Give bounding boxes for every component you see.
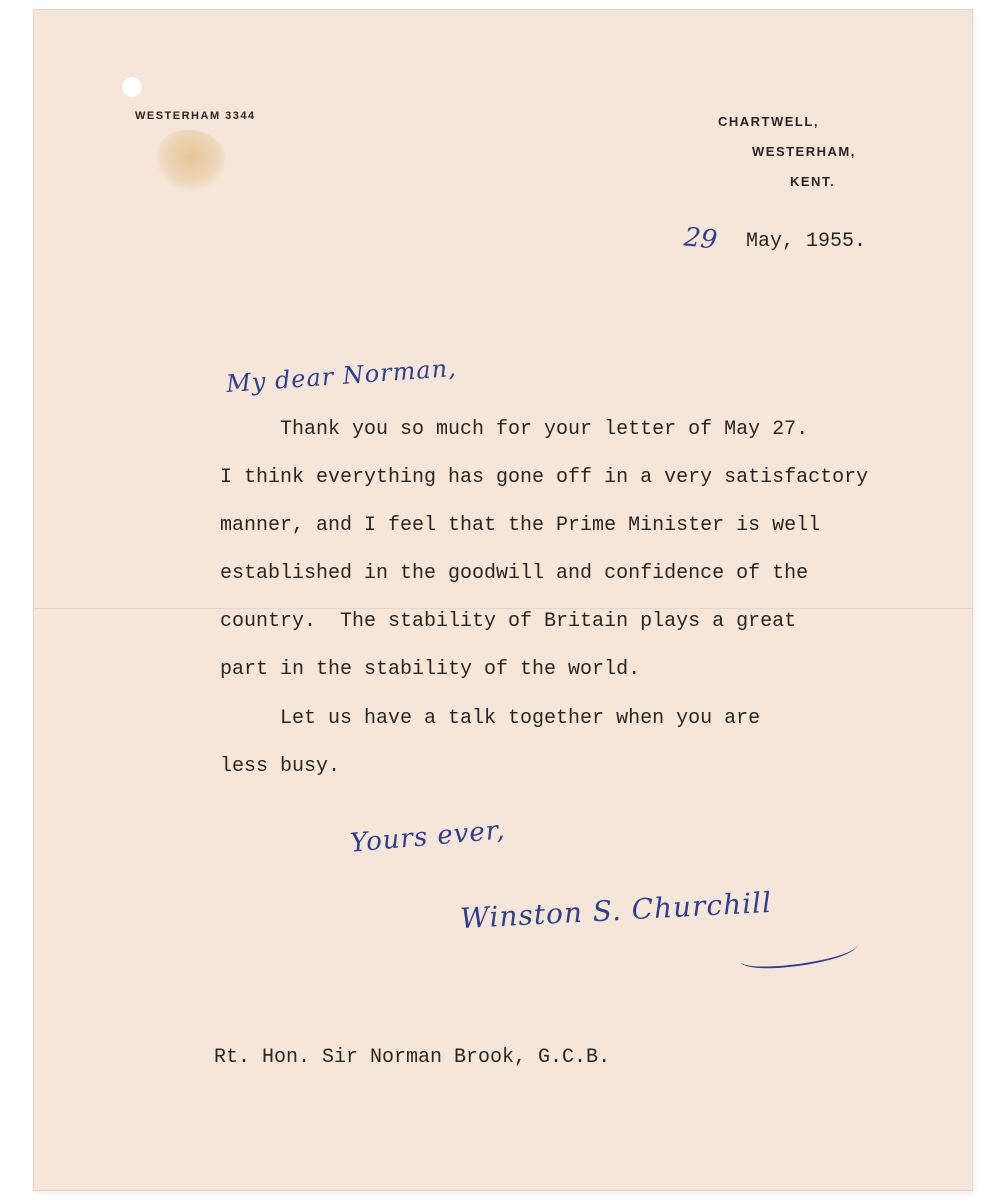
letterhead-phone: WESTERHAM 3344 [135, 110, 256, 122]
body-line-4: established in the goodwill and confidence of the [220, 562, 809, 585]
recipient-line: Rt. Hon. Sir Norman Brook, G.C.B. [214, 1046, 611, 1069]
signature-flourish [739, 934, 859, 972]
body-line-7: Let us have a talk together when you are [220, 707, 761, 730]
address-line-1: CHARTWELL, [718, 114, 819, 129]
date-day-handwritten: 29 [682, 222, 719, 256]
body-line-2: I think everything has gone off in a very satisfactory [220, 466, 869, 489]
address-line-3: KENT. [790, 174, 836, 189]
paper-stain [156, 130, 226, 190]
paper-fold-line [34, 608, 972, 609]
body-line-1: Thank you so much for your letter of May 27. [220, 418, 809, 441]
date-month-year: May, 1955. [746, 230, 867, 253]
signature-handwritten: Winston S. Churchill [459, 885, 773, 936]
address-line-2: WESTERHAM, [752, 144, 856, 159]
salutation: My dear Norman, [225, 353, 458, 399]
body-line-6: part in the stability of the world. [220, 658, 641, 681]
punch-hole [121, 76, 143, 98]
body-line-5: country. The stability of Britain plays a great [220, 610, 797, 633]
letter-sheet [34, 10, 972, 1190]
body-line-8: less busy. [220, 755, 341, 778]
closing-handwritten: Yours ever, [348, 815, 507, 859]
body-line-3: manner, and I feel that the Prime Minister is well [220, 514, 821, 537]
